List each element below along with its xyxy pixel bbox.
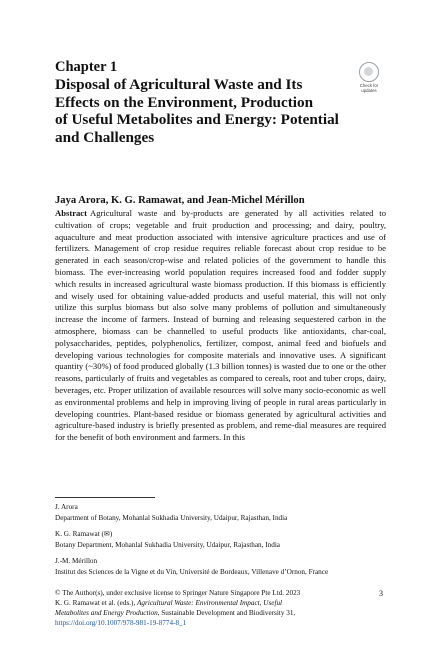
citation-line: Metabolites and Energy Production, Sustainable Development and Biodiversity 31,: [55, 608, 296, 617]
affiliation-merillon: [55, 556, 395, 577]
affiliation-dept: Botany Department, Mohanlal Sukhadia University, Udaipur, Rajasthan, India: [55, 541, 281, 549]
abstract-heading: Abstract: [55, 208, 87, 218]
page-number: 3: [379, 589, 383, 598]
copyright-footer: [55, 589, 355, 629]
chapter-title-line: and Challenges: [55, 128, 155, 146]
doi-link[interactable]: https://doi.org/10.1007/978-981-19-8774-8_1: [55, 618, 187, 627]
copyright-line: © The Author(s), under exclusive license to Springer Nature Singapore Pte Ltd. 2023: [55, 589, 301, 597]
citation-line: K. G. Ramawat et al. (eds.), Agricultural Waste: Environmental Impact, Useful: [55, 598, 283, 607]
check-for-updates-icon: [359, 62, 379, 82]
affiliation-name: J. Arora: [55, 503, 78, 511]
footnote-divider: [55, 497, 155, 498]
chapter-title-line: of Useful Metabolites and Energy: Potential: [55, 111, 339, 129]
affiliation-name: J.-M. Mérillon: [55, 557, 98, 565]
badge-label: Check for updates: [359, 83, 379, 93]
abstract: [55, 208, 386, 444]
affiliation-name: K. G. Ramawat (✉): [55, 530, 113, 538]
author-list: Jaya Arora, K. G. Ramawat, and Jean-Michel Mérillon: [55, 195, 305, 206]
affiliation-arora: [55, 502, 395, 523]
chapter-title-line: Disposal of Agricultural Waste and Its: [55, 76, 303, 93]
affiliation-dept: Institut des Sciences de la Vigne et du Vin, Université de Bordeaux, Villenave d’Ornon, France: [55, 568, 329, 576]
chapter-title: [55, 76, 355, 146]
chapter-label: Chapter 1: [55, 59, 118, 75]
abstract-text: Agricultural waste and by-products are generated by all activities related to cultivation of crops; vegetable and fruit production and processing; and dairy, poultry, aquaculture and meat production associated with intensive agriculture practices and use of fertilizers. Management of crop residue requires reliable forecast about crop residue to be generated in each season/crop-wise and related policies of the government to handle this biomass. The ever-increasing world population requires increased food and fodder supply which results in increased agricultural waste biomass production. If this biomass is efficiently and wisely used for obtaining value-added products and useful material, this will not only utilize this surplus biomass but also solve many problems of pollution and simultaneously increase the income of farmers. Instead of burning and releasing sequestered carbon in the atmosphere, biomass can be channelled to useful products like antioxidants, char-coal, polysaccharides, peptides, polyphenolics, fertilizer, compost, animal feed and biofuels and developing various technologies for composite materials and innovative uses. A significant quantity (~30%) of food produced globally (1.3 billion tonnes) is wasted due to one or the other reasons, particularly of fruits and vegetables as compared to cereals, root and tuber crops, dairy, beverages, etc. Proper utilization of available resources will solve many socio-economic as well as environmental problems and help in improving living of people in rural areas particularly in developing countries. Plant-based residue or biomass generated by agricultural activities and agriculture-based industry is briefly presented as problem, and reme-dial measures are required for the benefit of both environment and farmers. In this: [55, 208, 386, 443]
check-for-updates-badge[interactable]: [354, 62, 384, 93]
affiliation-ramawat: [55, 529, 395, 550]
chapter-title-line: Effects on the Environment, Production: [55, 93, 314, 111]
affiliation-dept: Department of Botany, Mohanlal Sukhadia University, Udaipur, Rajasthan, India: [55, 514, 288, 522]
